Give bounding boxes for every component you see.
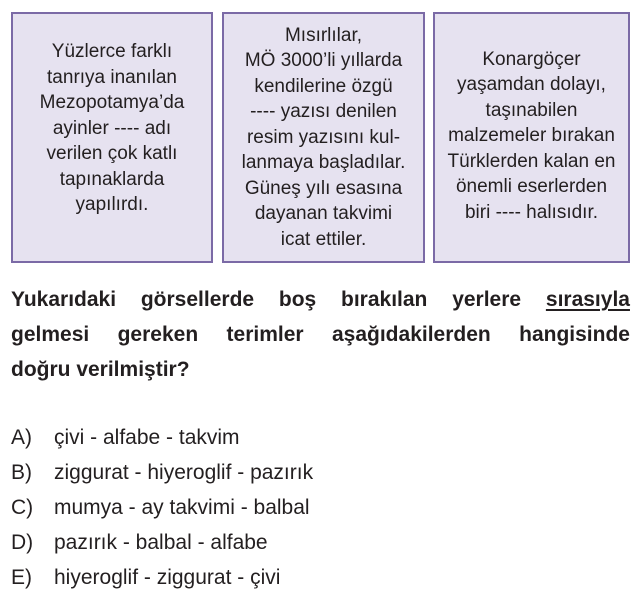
question-line [11, 317, 630, 352]
question-word: görsellerde [140, 288, 255, 311]
question-word: yerlere [452, 288, 522, 311]
option-a[interactable] [11, 420, 630, 455]
option-c[interactable] [11, 490, 630, 525]
option-letter: D) [11, 531, 34, 554]
question-word: gelmesi [11, 323, 90, 346]
answer-options [11, 420, 630, 595]
info-box-egypt [222, 12, 425, 263]
info-box-text: Yüzlerce farklı tanrıya inanılan Mezopotamya’da ayinler ---- adı verilen çok katlı tapınaklarda yapılırdı. [39, 41, 185, 216]
question-word: doğru verilmiştir? [11, 358, 190, 381]
question-word: aşağıdakilerden [331, 323, 491, 346]
question-word: bırakılan [341, 288, 428, 311]
option-text: pazırık - balbal - alfabe [54, 531, 268, 554]
option-text: ziggurat - hiyeroglif - pazırık [54, 461, 314, 484]
info-box-turks [433, 12, 630, 263]
question-word: hangisinde [519, 323, 630, 346]
question-line [11, 352, 630, 387]
question-word: Yukarıdaki [11, 288, 117, 311]
question-stem [11, 282, 630, 387]
question-word: boş [278, 288, 317, 311]
question-underlined-word: sırasıyla [545, 288, 630, 311]
option-text: mumya - ay takvimi - balbal [54, 496, 310, 519]
info-box-text: Konargöçer yaşamdan dolayı, taşınabilen malzemeler bırakan Türklerden kalan en önemli eserlerden biri ---- halısıdır. [447, 48, 616, 223]
question-word: gereken [117, 323, 199, 346]
option-letter: E) [11, 566, 32, 589]
option-b[interactable] [11, 455, 630, 490]
info-box-mesopotamia [11, 12, 213, 263]
option-text: hiyeroglif - ziggurat - çivi [54, 566, 281, 589]
option-letter: A) [11, 426, 32, 449]
option-letter: C) [11, 496, 34, 519]
question-line [11, 282, 630, 317]
option-d[interactable] [11, 525, 630, 560]
option-letter: B) [11, 461, 32, 484]
option-text: çivi - alfabe - takvim [54, 426, 240, 449]
question-word: terimler [226, 323, 304, 346]
info-box-text: Mısırlılar, MÖ 3000’li yıllarda kendilerine özgü ---- yazısı denilen resim yazısını kul- lanmaya başladılar. Güneş yılı esasına dayanan takvimi icat ettiler. [241, 24, 406, 250]
option-e[interactable] [11, 560, 630, 595]
